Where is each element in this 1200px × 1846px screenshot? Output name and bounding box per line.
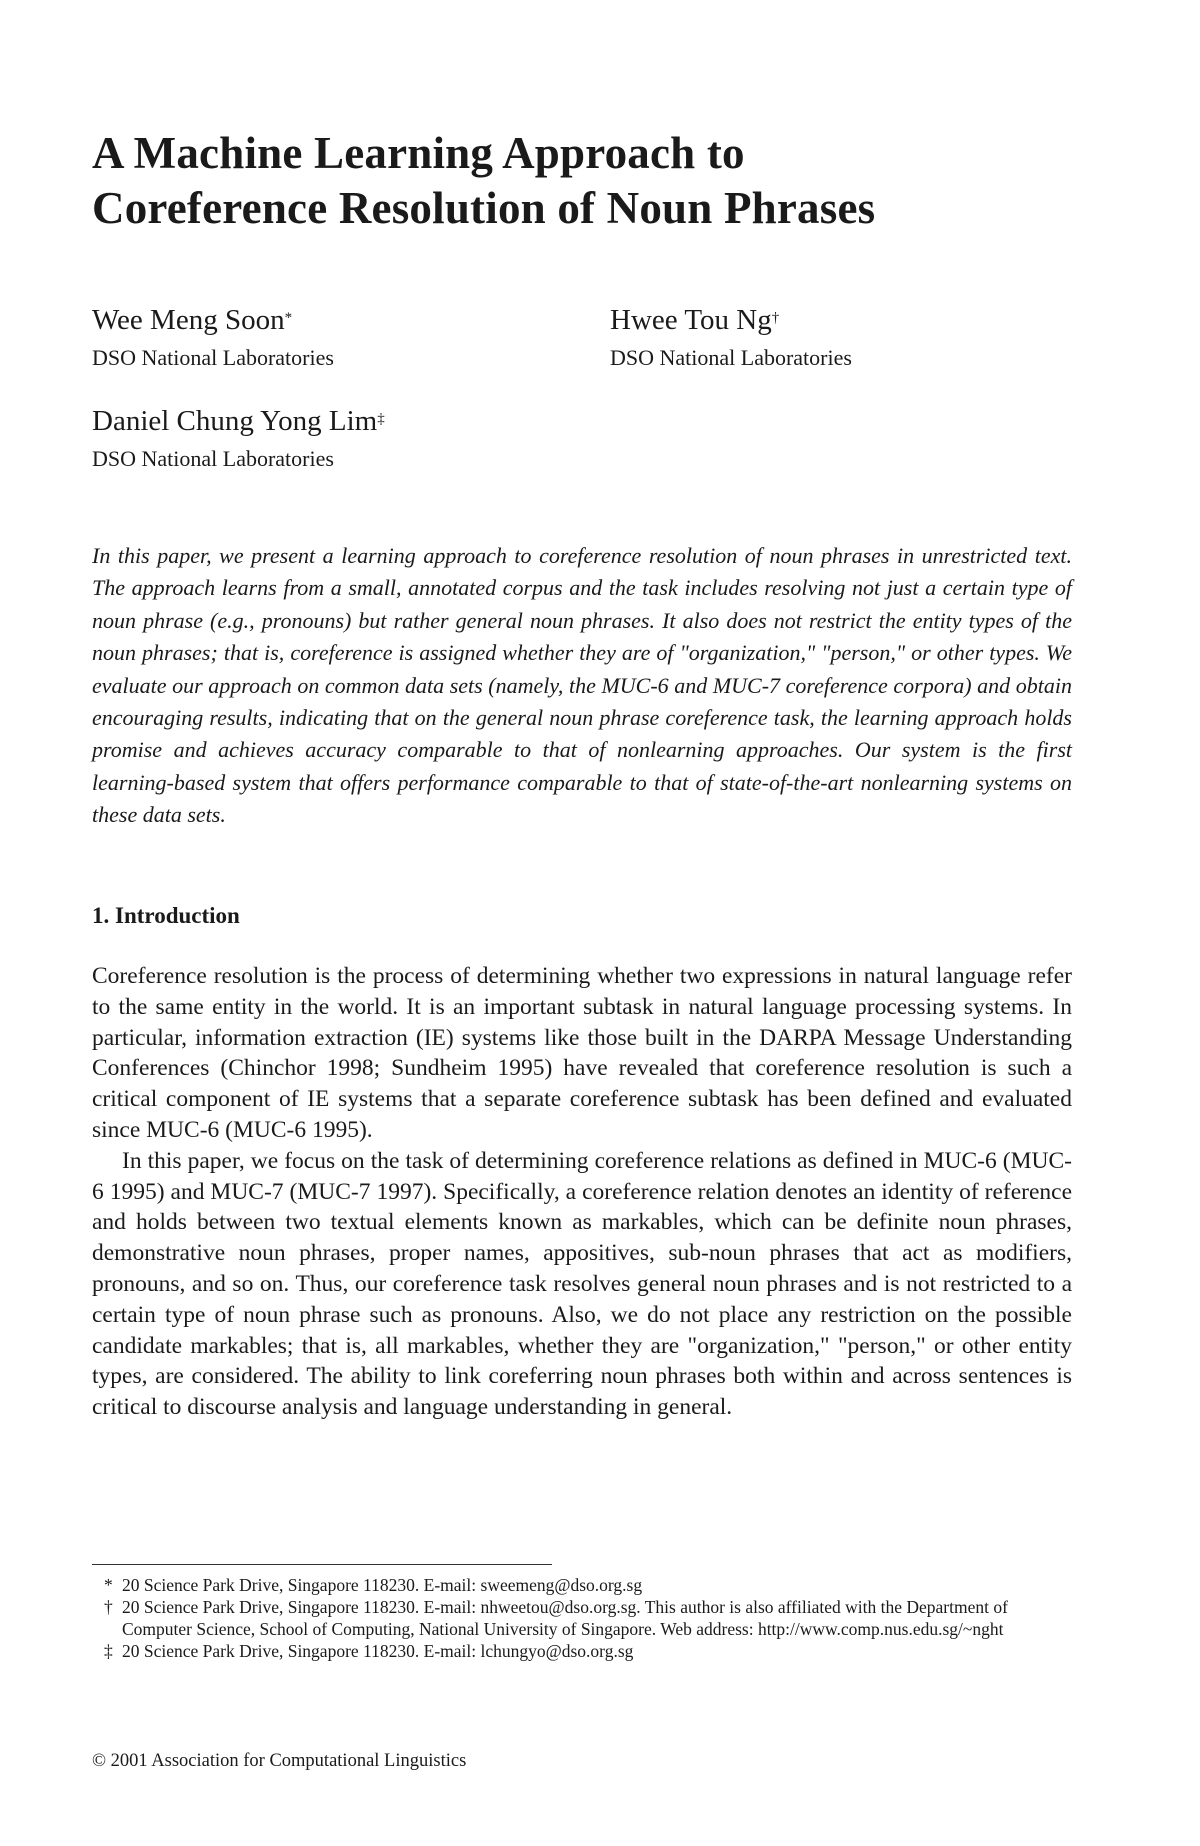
author-mark: †: [771, 310, 780, 326]
paragraph: In this paper, we focus on the task of determining coreference relations as defined in MUC-6 (MUC-6 1995) and MUC-7 (MUC-7 1997). Specifically, a coreference relation denotes an identity of reference and holds between two textual elements known as markables, which can be definite noun phrases, demonstrative noun phrases, proper names, appositives, sub-noun phrases that act as modifiers, pronouns, and so on. Thus, our coreference task resolves general noun phrases and is not restricted to a certain type of noun phrase such as pronouns. Also, we do not place any restriction on the possible candidate markables; that is, all markables, whether they are "organization," "person," or other entity types, are considered. The ability to link coreferring noun phrases both within and across sentences is critical to discourse analysis and language understanding in general.: [92, 1147, 1072, 1421]
author-name: Hwee Tou Ng: [610, 304, 772, 336]
author-block-1: [92, 303, 334, 373]
author-block-3: [92, 404, 385, 474]
footnote-divider: [92, 1564, 552, 1565]
footnote-text: 20 Science Park Drive, Singapore 118230. E-mail: sweemeng@dso.org.sg: [122, 1575, 643, 1595]
footnote: [92, 1596, 1072, 1640]
title-line-1: A Machine Learning Approach to: [92, 128, 745, 178]
author-mark: *: [284, 310, 293, 326]
author-mark: ‡: [377, 411, 385, 427]
author-affiliation: DSO National Laboratories: [92, 446, 334, 471]
footnote-mark: ‡: [104, 1641, 113, 1661]
footnote-mark: *: [104, 1575, 113, 1595]
footnote: [92, 1574, 1072, 1596]
footnote-text: 20 Science Park Drive, Singapore 118230. E-mail: nhweetou@dso.org.sg. This author is also affiliated with the Department of Computer Science, School of Computing, National University of Singapore. Web address: http://www.comp.nus.edu.sg/~nght: [122, 1597, 1008, 1639]
footnote-mark: †: [104, 1597, 113, 1617]
paper-title: [92, 126, 1092, 236]
paragraph: Coreference resolution is the process of determining whether two expressions in natural language refer to the same entity in the world. It is an important subtask in natural language processing systems. In particular, information extraction (IE) systems like those built in the DARPA Message Understanding Conferences (Chinchor 1998; Sundheim 1995) have revealed that coreference resolution is such a critical component of IE systems that a separate coreference subtask has been defined and evaluated since MUC-6 (MUC-6 1995).: [92, 963, 1072, 1143]
footnotes: [92, 1574, 1072, 1662]
copyright-notice: © 2001 Association for Computational Linguistics: [92, 1751, 467, 1771]
author-name: Wee Meng Soon: [92, 304, 285, 336]
footnote-text: 20 Science Park Drive, Singapore 118230. E-mail: lchungyo@dso.org.sg: [122, 1641, 634, 1661]
author-name: Daniel Chung Yong Lim: [92, 405, 378, 437]
title-line-2: Coreference Resolution of Noun Phrases: [92, 183, 876, 233]
section-heading: 1. Introduction: [92, 903, 240, 928]
author-affiliation: DSO National Laboratories: [610, 345, 852, 370]
author-block-2: [610, 303, 852, 373]
abstract: In this paper, we present a learning approach to coreference resolution of noun phrases in unrestricted text. The approach learns from a small, annotated corpus and the task includes resolving not just a certain type of noun phrase (e.g., pronouns) but rather general noun phrases. It also does not restrict the entity types of the noun phrases; that is, coreference is assigned whether they are of "organization," "person," or other types. We evaluate our approach on common data sets (namely, the MUC-6 and MUC-7 coreference corpora) and obtain encouraging results, indicating that on the general noun phrase coreference task, the learning approach holds promise and achieves accuracy comparable to that of nonlearning approaches. Our system is the first learning-based system that offers performance comparable to that of state-of-the-art nonlearning systems on these data sets.: [92, 543, 1072, 828]
author-affiliation: DSO National Laboratories: [92, 345, 334, 370]
footnote: [92, 1640, 1072, 1662]
body-text: [92, 961, 1072, 1423]
